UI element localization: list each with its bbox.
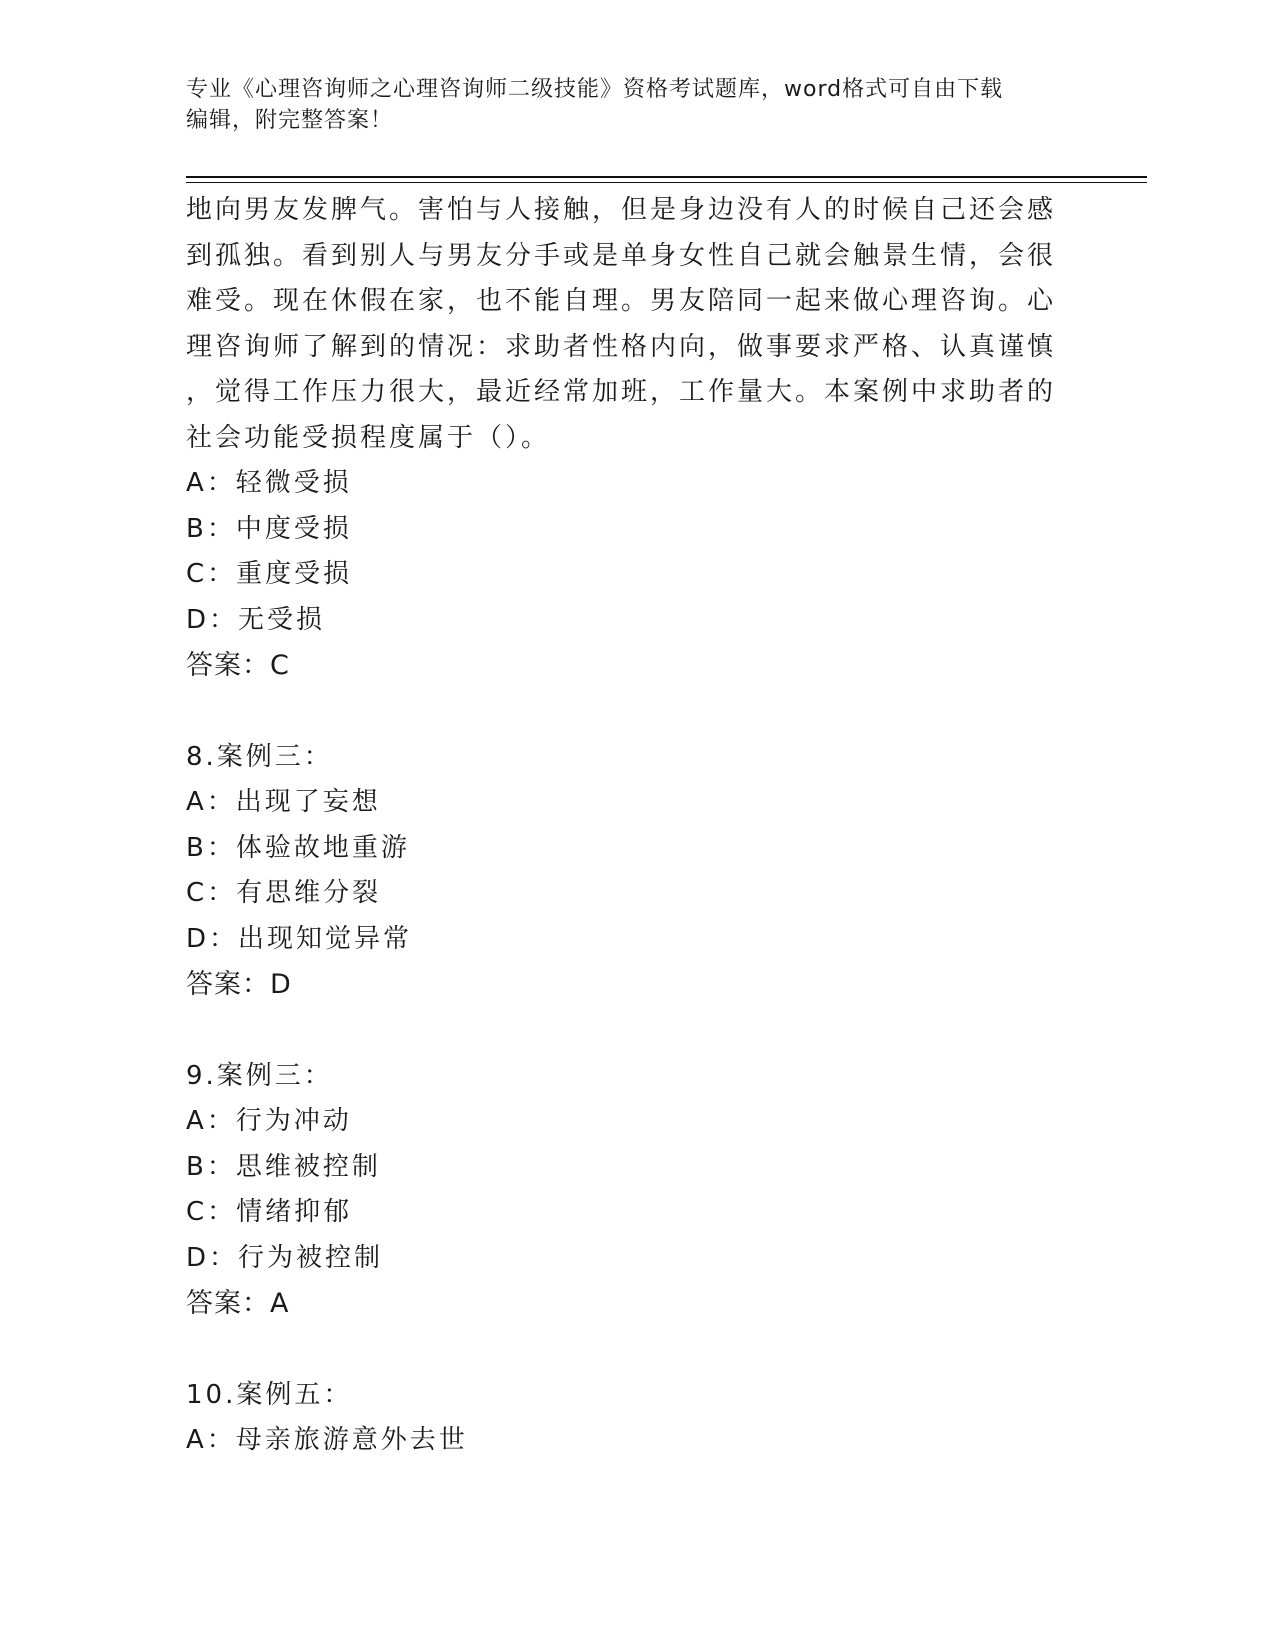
answer-line: 答案：D [186,969,292,1000]
question-stem: 8.案例三： [186,741,333,772]
answer-line: 答案：A [186,1288,290,1319]
question-content [186,188,1086,1464]
header-title-line-2: 编辑，附完整答案！ [186,108,394,133]
option-a: A：母亲旅游意外去世 [186,1425,468,1455]
option-b: B：体验故地重游 [186,832,410,863]
question-stem: 10.案例五： [186,1379,353,1410]
question-stem-line: 到孤独。看到别人与男友分手或是单身女性自己就会触景生情，会很 [186,240,1057,271]
question-10 [186,1373,1086,1464]
spacer [186,1008,1086,1054]
option-d: D：行为被控制 [186,1242,384,1273]
header-title-line-1: 专业《心理咨询师之心理咨询师二级技能》资格考试题库，word格式可自由下载 [186,77,1004,102]
option-d: D：出现知觉异常 [186,923,413,954]
question-8 [186,735,1086,1008]
option-c: C：有思维分裂 [186,878,382,908]
option-a: A：行为冲动 [186,1106,352,1136]
option-b: B：中度受损 [186,513,352,544]
question-stem: 9.案例三： [186,1060,333,1091]
option-d: D：无受损 [186,604,326,635]
option-c: C：重度受损 [186,559,353,589]
question-stem-line: 地向男友发脾气。害怕与人接触，但是身边没有人的时候自己还会感 [186,195,1057,225]
question-7 [186,188,1086,689]
header-divider-thick [186,176,1147,178]
question-stem-line: ，觉得工作压力很大，最近经常加班，工作量大。本案例中求助者的 [186,377,1057,407]
question-stem-line: 理咨询师了解到的情况：求助者性格内向，做事要求严格、认真谨慎 [186,331,1057,362]
document-header [186,74,1066,136]
option-b: B：思维被控制 [186,1151,381,1182]
option-a: A：轻微受损 [186,468,352,498]
question-stem-line: 社会功能受损程度属于（）。 [186,422,551,453]
spacer [186,1327,1086,1373]
question-stem-line: 难受。现在休假在家，也不能自理。男友陪同一起来做心理咨询。心 [186,286,1057,316]
question-9 [186,1054,1086,1327]
option-c: C：情绪抑郁 [186,1197,353,1227]
header-divider-thin [186,182,1147,183]
option-a: A：出现了妄想 [186,787,381,817]
spacer [186,689,1086,735]
answer-line: 答案：C [186,650,290,681]
